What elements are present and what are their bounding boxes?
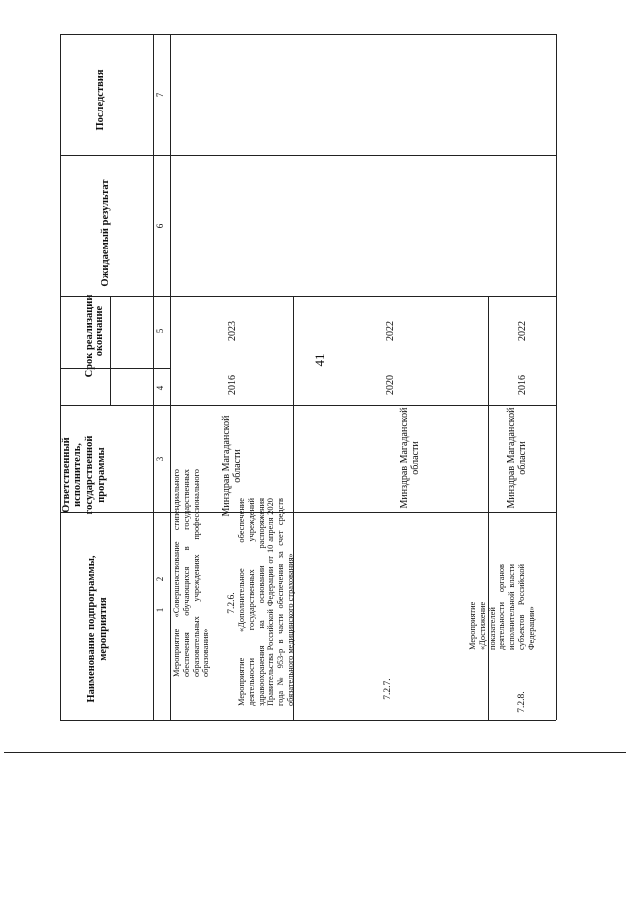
page-divider — [4, 752, 626, 753]
row-3-name: Мероприятие «Достижение показателей деятельности органов исполнительной власти субъектов Российской Федерации» — [468, 564, 536, 650]
row-2-start: 2020 — [384, 375, 396, 395]
header-col3: Ответственный исполнитель, государственной программы — [60, 435, 107, 515]
row-1-executor: Минздрав Магаданской области — [221, 415, 243, 517]
row-2-end: 2022 — [384, 321, 396, 341]
row-3-code: 7.2.8. — [516, 691, 527, 713]
col-num-3: 3 — [155, 456, 166, 462]
row-2-executor: Минздрав Магаданской области — [399, 407, 421, 509]
header-col4 — [72, 363, 94, 403]
header-col1 — [39, 502, 63, 702]
col-num-4: 4 — [155, 385, 166, 391]
col-num-5: 5 — [155, 328, 166, 334]
col-num-2: 2 — [155, 576, 166, 582]
col-num-7: 7 — [155, 92, 166, 98]
header-col5: окончание — [94, 305, 106, 357]
row-3-start: 2016 — [516, 375, 528, 395]
row-2-name: Мероприятие «Дополнительное обеспечение деятельности государственных учреждений здравоохранения на основании распоряжения Правительства Российской Федерации от 10 апреля 2020 года № 953-р в части обеспечения за счет средств обязательного медицинского страхования» — [237, 498, 295, 706]
col-num-1: 1 — [155, 607, 166, 613]
row-1-end: 2023 — [226, 321, 238, 341]
row-1-start: 2016 — [226, 375, 238, 395]
row-3-end: 2022 — [516, 321, 528, 341]
col-num-6: 6 — [155, 223, 166, 229]
row-1-name: Мероприятие «Совершенствование стипендиального обеспечения обучающихся в государственных образовательных учреждениях профессионального образования» — [172, 469, 211, 677]
header-col2: Наименование подпрограммы, мероприятия — [86, 555, 109, 703]
header-col7: Последствия — [95, 69, 107, 131]
header-term: Срок реализации — [84, 294, 96, 378]
page-number: 41 — [312, 353, 327, 367]
row-1-code: 7.2.6. — [226, 592, 237, 614]
row-2-code: 7.2.7. — [382, 678, 393, 700]
header-col6: Ожидаемый результат — [100, 179, 112, 287]
row-3-executor: Минздрав Магаданской области — [506, 407, 528, 509]
